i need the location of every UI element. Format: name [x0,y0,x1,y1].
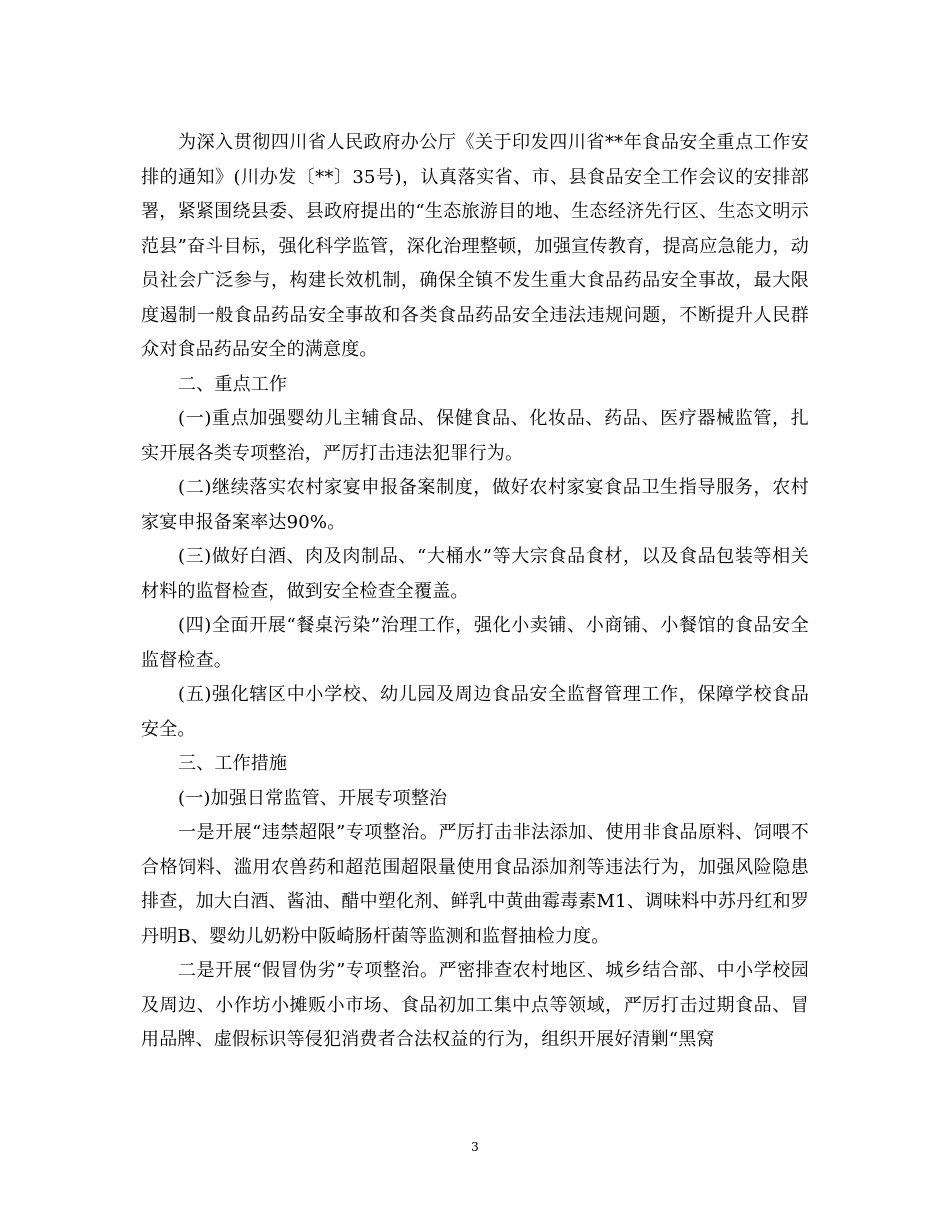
key-work-item-3: (三)做好白酒、肉及肉制品、“大桶水”等大宗食品食材，以及食品包装等相关材料的监督检查，做到安全检查全覆盖。 [141,546,809,602]
measures-paragraph-2: 二是开展“假冒伪劣”专项整治。严密排查农村地区、城乡结合部、中小学校园及周边、小作坊小摊贩小市场、食品初加工集中点等领域，严厉打击过期食品、冒用品牌、虚假标识等侵犯消费者合法权益的行为，组织开展好清剿“黑窝 [141,960,809,1050]
measures-paragraph-1: 一是开展“违禁超限”专项整治。严厉打击非法添加、使用非食品原料、饲喂不合格饲料、滥用农兽药和超范围超限量使用食品添加剂等违法行为，加强风险隐患排查，加大白酒、酱油、醋中塑化剂、鲜乳中黄曲霉毒素M1、调味料中苏丹红和罗丹明B、婴幼儿奶粉中阪崎肠杆菌等监测和监督抽检力度。 [141,822,809,947]
intro-paragraph: 为深入贯彻四川省人民政府办公厅《关于印发四川省**年食品安全重点工作安排的通知》(川办发〔**〕35号)，认真落实省、市、县食品安全工作会议的安排部署，紧紧围绕县委、县政府提出的“生态旅游目的地、生态经济先行区、生态文明示范县”奋斗目标，强化科学监管，深化治理整顿，加强宣传教育，提高应急能力，动员社会广泛参与，构建长效机制，确保全镇不发生重大食品药品安全事故，最大限度遏制一般食品药品安全事故和各类食品药品安全违法违规问题，不断提升人民群众对食品药品安全的满意度。 [141,132,809,360]
key-work-item-2: (二)继续落实农村家宴申报备案制度，做好农村家宴食品卫生指导服务，农村家宴申报备案率达90%。 [141,477,809,533]
section-heading-measures: 三、工作措施 [178,753,288,774]
page-number: 3 [471,1140,479,1154]
measures-subheading-1: (一)加强日常监管、开展专项整治 [178,787,448,809]
key-work-item-4: (四)全面开展“餐桌污染”治理工作，强化小卖铺、小商铺、小餐馆的食品安全监督检查。 [141,615,809,671]
key-work-item-5: (五)强化辖区中小学校、幼儿园及周边食品安全监督管理工作，保障学校食品安全。 [141,684,809,740]
document-body [141,126,809,1058]
section-heading-key-work: 二、重点工作 [178,373,288,395]
key-work-item-1: (一)重点加强婴幼儿主辅食品、保健食品、化妆品、药品、医疗器械监管，扎实开展各类专项整治，严厉打击违法犯罪行为。 [141,408,809,464]
